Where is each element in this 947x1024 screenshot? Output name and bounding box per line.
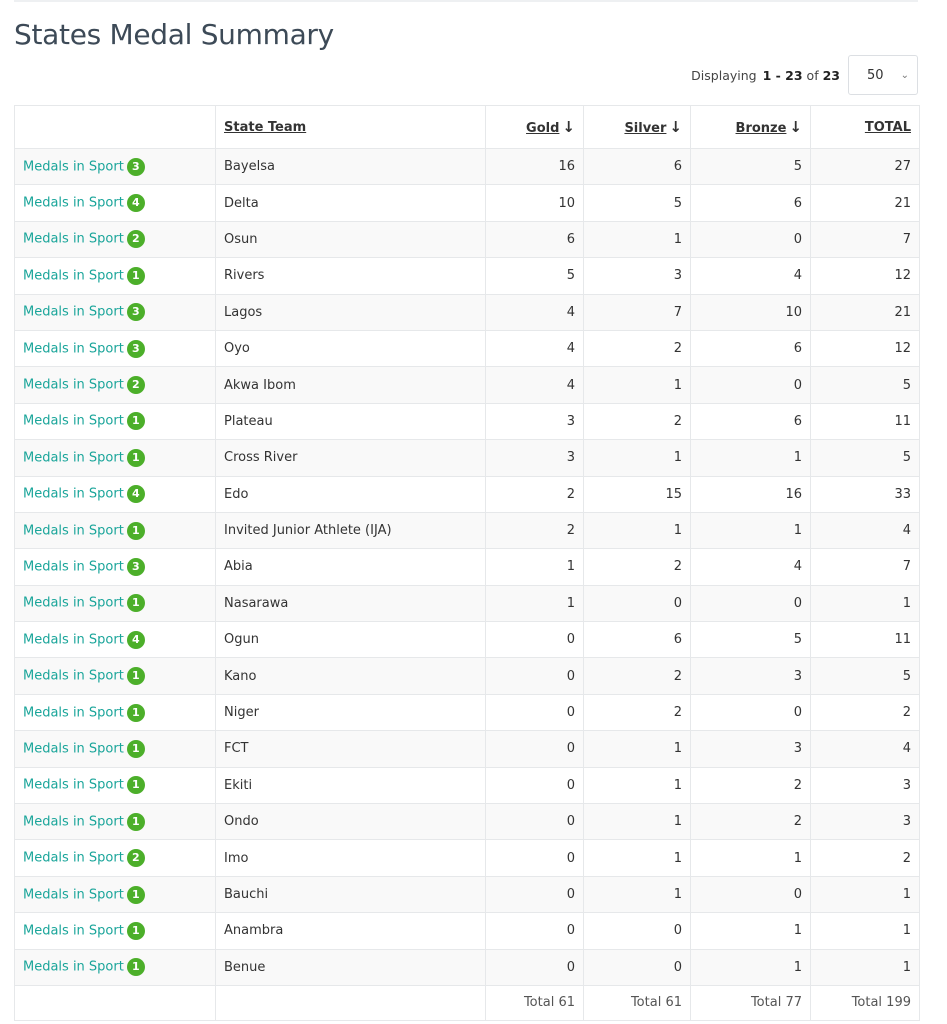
medals-in-sport-link[interactable]: Medals in Sport [23, 377, 124, 393]
sport-count-badge: 1 [127, 667, 145, 685]
gold-cell: 0 [486, 767, 584, 803]
state-team-cell: Ogun [216, 622, 486, 658]
gold-cell: 0 [486, 622, 584, 658]
state-team-cell: Akwa Ibom [216, 367, 486, 403]
table-row [15, 294, 920, 330]
silver-cell: 2 [584, 330, 691, 366]
medals-in-sport-link[interactable]: Medals in Sport [23, 777, 124, 793]
silver-cell: 0 [584, 949, 691, 985]
gold-cell: 4 [486, 367, 584, 403]
silver-cell: 2 [584, 658, 691, 694]
state-team-cell: Cross River [216, 440, 486, 476]
bronze-cell: 3 [691, 731, 811, 767]
sport-count-badge: 1 [127, 886, 145, 904]
medals-in-sport-link[interactable]: Medals in Sport [23, 231, 124, 247]
total-cell: 5 [811, 440, 920, 476]
medals-in-sport-link[interactable]: Medals in Sport [23, 632, 124, 648]
header-bronze[interactable]: Bronze [735, 121, 787, 136]
medals-in-sport-link[interactable]: Medals in Sport [23, 850, 124, 866]
medals-in-sport-cell [15, 913, 216, 949]
medals-in-sport-cell [15, 149, 216, 185]
silver-cell: 1 [584, 876, 691, 912]
medals-in-sport-cell [15, 330, 216, 366]
total-cell: 2 [811, 694, 920, 730]
gold-cell: 0 [486, 804, 584, 840]
sport-count-badge: 1 [127, 412, 145, 430]
pagination-of: of [806, 67, 819, 83]
chevron-down-icon: ⌄ [900, 69, 909, 81]
sport-count-badge: 1 [127, 813, 145, 831]
bronze-cell: 0 [691, 694, 811, 730]
sport-count-badge: 2 [127, 849, 145, 867]
sport-count-badge: 3 [127, 303, 145, 321]
medals-in-sport-link[interactable]: Medals in Sport [23, 668, 124, 684]
per-page-value: 50 [867, 67, 884, 83]
sport-count-badge: 1 [127, 594, 145, 612]
bronze-cell: 0 [691, 367, 811, 403]
medals-in-sport-cell [15, 949, 216, 985]
table-row [15, 440, 920, 476]
total-cell: 1 [811, 913, 920, 949]
medals-in-sport-cell [15, 221, 216, 257]
medals-in-sport-link[interactable]: Medals in Sport [23, 741, 124, 757]
totals-blank [216, 985, 486, 1020]
table-row [15, 549, 920, 585]
medals-in-sport-cell [15, 804, 216, 840]
silver-cell: 15 [584, 476, 691, 512]
sport-count-badge: 1 [127, 522, 145, 540]
state-team-cell: Imo [216, 840, 486, 876]
sport-count-badge: 1 [127, 776, 145, 794]
state-team-cell: Edo [216, 476, 486, 512]
table-row [15, 149, 920, 185]
state-team-cell: Ekiti [216, 767, 486, 803]
table-row [15, 694, 920, 730]
silver-cell: 1 [584, 512, 691, 548]
medals-in-sport-cell [15, 403, 216, 439]
bronze-cell: 5 [691, 149, 811, 185]
medals-in-sport-link[interactable]: Medals in Sport [23, 341, 124, 357]
total-cell: 21 [811, 185, 920, 221]
gold-cell: 4 [486, 294, 584, 330]
bronze-cell: 1 [691, 949, 811, 985]
medals-in-sport-cell [15, 440, 216, 476]
medals-in-sport-cell [15, 258, 216, 294]
bronze-cell: 1 [691, 512, 811, 548]
table-row [15, 221, 920, 257]
total-cell: 1 [811, 949, 920, 985]
state-team-cell: Delta [216, 185, 486, 221]
sport-count-badge: 1 [127, 449, 145, 467]
sport-count-badge: 2 [127, 376, 145, 394]
bronze-cell: 2 [691, 767, 811, 803]
total-cell: 1 [811, 876, 920, 912]
gold-cell: 0 [486, 658, 584, 694]
state-team-cell: Lagos [216, 294, 486, 330]
pagination-total: 23 [822, 67, 840, 83]
table-row [15, 185, 920, 221]
state-team-cell: Rivers [216, 258, 486, 294]
state-team-cell: FCT [216, 731, 486, 767]
sport-count-badge: 2 [127, 230, 145, 248]
total-cell: 7 [811, 221, 920, 257]
table-row [15, 512, 920, 548]
total-cell: 4 [811, 512, 920, 548]
table-row [15, 622, 920, 658]
state-team-cell: Kano [216, 658, 486, 694]
silver-cell: 1 [584, 804, 691, 840]
medals-in-sport-link[interactable]: Medals in Sport [23, 959, 124, 975]
table-row [15, 767, 920, 803]
silver-cell: 5 [584, 185, 691, 221]
state-team-cell: Benue [216, 949, 486, 985]
table-row [15, 913, 920, 949]
medals-in-sport-cell [15, 731, 216, 767]
sport-count-badge: 3 [127, 558, 145, 576]
sport-count-badge: 4 [127, 485, 145, 503]
silver-cell: 2 [584, 549, 691, 585]
header-gold[interactable]: Gold [526, 121, 560, 136]
gold-cell: 10 [486, 185, 584, 221]
gold-cell: 1 [486, 585, 584, 621]
sport-count-badge: 1 [127, 267, 145, 285]
bronze-cell: 1 [691, 840, 811, 876]
table-row [15, 949, 920, 985]
state-team-cell: Abia [216, 549, 486, 585]
bronze-cell: 4 [691, 549, 811, 585]
gold-cell: 0 [486, 694, 584, 730]
total-cell: 11 [811, 622, 920, 658]
medals-in-sport-cell [15, 549, 216, 585]
medals-in-sport-cell [15, 767, 216, 803]
medals-in-sport-cell [15, 585, 216, 621]
top-divider [14, 0, 918, 2]
medals-in-sport-cell [15, 476, 216, 512]
silver-cell: 3 [584, 258, 691, 294]
medals-in-sport-link[interactable]: Medals in Sport [23, 705, 124, 721]
header-state-team[interactable]: State Team [224, 119, 307, 135]
medals-in-sport-cell [15, 876, 216, 912]
silver-cell: 1 [584, 367, 691, 403]
medals-in-sport-cell [15, 294, 216, 330]
silver-cell: 7 [584, 294, 691, 330]
medals-in-sport-link[interactable]: Medals in Sport [23, 450, 124, 466]
pagination-range: 1 - 23 [762, 67, 803, 83]
table-row [15, 403, 920, 439]
table-row [15, 804, 920, 840]
medals-in-sport-link[interactable]: Medals in Sport [23, 268, 124, 284]
total-cell: 4 [811, 731, 920, 767]
total-cell: 12 [811, 330, 920, 366]
state-team-cell: Oyo [216, 330, 486, 366]
silver-cell: 1 [584, 840, 691, 876]
state-team-cell: Bayelsa [216, 149, 486, 185]
gold-cell: 6 [486, 221, 584, 257]
total-cell: 3 [811, 804, 920, 840]
table-row [15, 367, 920, 403]
totals-blank [15, 985, 216, 1020]
bronze-cell: 16 [691, 476, 811, 512]
medals-in-sport-link[interactable]: Medals in Sport [23, 413, 124, 429]
total-bronze: Total 77 [691, 985, 811, 1020]
medals-in-sport-cell [15, 185, 216, 221]
total-gold: Total 61 [486, 985, 584, 1020]
table-row [15, 731, 920, 767]
medals-in-sport-cell [15, 622, 216, 658]
pagination-prefix: Displaying [691, 67, 757, 83]
header-blank [15, 106, 216, 149]
medals-in-sport-cell [15, 512, 216, 548]
total-cell: 7 [811, 549, 920, 585]
total-overall: Total 199 [811, 985, 920, 1020]
medal-table [14, 105, 920, 1021]
medals-in-sport-cell [15, 367, 216, 403]
medals-in-sport-cell [15, 694, 216, 730]
bronze-cell: 6 [691, 330, 811, 366]
bronze-cell: 1 [691, 440, 811, 476]
silver-cell: 0 [584, 585, 691, 621]
gold-cell: 0 [486, 913, 584, 949]
sport-count-badge: 4 [127, 194, 145, 212]
bronze-cell: 0 [691, 585, 811, 621]
table-header-row [15, 106, 920, 149]
table-row [15, 330, 920, 366]
state-team-cell: Niger [216, 694, 486, 730]
medals-in-sport-link[interactable]: Medals in Sport [23, 195, 124, 211]
gold-cell: 0 [486, 731, 584, 767]
gold-cell: 5 [486, 258, 584, 294]
state-team-cell: Invited Junior Athlete (IJA) [216, 512, 486, 548]
bronze-cell: 3 [691, 658, 811, 694]
bronze-cell: 2 [691, 804, 811, 840]
sport-count-badge: 1 [127, 958, 145, 976]
header-silver[interactable]: Silver [624, 121, 667, 136]
medals-in-sport-link[interactable]: Medals in Sport [23, 814, 124, 830]
medals-in-sport-link[interactable]: Medals in Sport [23, 923, 124, 939]
header-total[interactable]: TOTAL [864, 119, 911, 135]
table-row [15, 876, 920, 912]
sport-count-badge: 3 [127, 340, 145, 358]
silver-cell: 6 [584, 149, 691, 185]
silver-cell: 1 [584, 767, 691, 803]
total-cell: 5 [811, 658, 920, 694]
medals-in-sport-link[interactable]: Medals in Sport [23, 887, 124, 902]
page-title: States Medal Summary [14, 18, 334, 51]
total-cell: 21 [811, 294, 920, 330]
table-row [15, 658, 920, 694]
gold-cell: 16 [486, 149, 584, 185]
state-team-cell: Bauchi [216, 876, 486, 912]
pagination-info [691, 55, 918, 95]
sport-count-badge: 3 [127, 158, 145, 176]
arrow-down-icon: ↓ [562, 118, 575, 136]
table-row [15, 585, 920, 621]
bronze-cell: 1 [691, 913, 811, 949]
gold-cell: 4 [486, 330, 584, 366]
gold-cell: 1 [486, 549, 584, 585]
silver-cell: 1 [584, 440, 691, 476]
table-row [15, 258, 920, 294]
gold-cell: 0 [486, 949, 584, 985]
silver-cell: 1 [584, 731, 691, 767]
total-cell: 5 [811, 367, 920, 403]
medals-in-sport-link[interactable]: Medals in Sport [23, 595, 124, 611]
bronze-cell: 4 [691, 258, 811, 294]
silver-cell: 2 [584, 403, 691, 439]
state-team-cell: Ondo [216, 804, 486, 840]
per-page-select[interactable] [848, 55, 918, 95]
total-cell: 27 [811, 149, 920, 185]
sport-count-badge: 1 [127, 922, 145, 940]
state-team-cell: Nasarawa [216, 585, 486, 621]
bronze-cell: 0 [691, 876, 811, 912]
medals-in-sport-link[interactable]: Medals in Sport [23, 304, 124, 320]
medals-in-sport-link[interactable]: Medals in Sport [23, 486, 124, 502]
silver-cell: 6 [584, 622, 691, 658]
bronze-cell: 5 [691, 622, 811, 658]
silver-cell: 1 [584, 221, 691, 257]
gold-cell: 3 [486, 440, 584, 476]
total-cell: 3 [811, 767, 920, 803]
sport-count-badge: 1 [127, 740, 145, 758]
bronze-cell: 0 [691, 221, 811, 257]
sport-count-badge: 4 [127, 631, 145, 649]
total-cell: 12 [811, 258, 920, 294]
total-cell: 33 [811, 476, 920, 512]
total-cell: 11 [811, 403, 920, 439]
silver-cell: 2 [584, 694, 691, 730]
bronze-cell: 6 [691, 403, 811, 439]
gold-cell: 0 [486, 840, 584, 876]
total-cell: 2 [811, 840, 920, 876]
silver-cell: 0 [584, 913, 691, 949]
state-team-cell: Plateau [216, 403, 486, 439]
medals-in-sport-link[interactable]: Medals in Sport [23, 159, 124, 175]
gold-cell: 3 [486, 403, 584, 439]
state-team-cell: Osun [216, 221, 486, 257]
gold-cell: 2 [486, 476, 584, 512]
medals-in-sport-cell [15, 840, 216, 876]
medals-in-sport-cell [15, 658, 216, 694]
bronze-cell: 10 [691, 294, 811, 330]
total-silver: Total 61 [584, 985, 691, 1020]
bronze-cell: 6 [691, 185, 811, 221]
medals-in-sport-link[interactable]: Medals in Sport [23, 559, 124, 575]
total-cell: 1 [811, 585, 920, 621]
totals-row [15, 985, 920, 1020]
sport-count-badge: 1 [127, 704, 145, 722]
table-row [15, 840, 920, 876]
gold-cell: 2 [486, 512, 584, 548]
table-row [15, 476, 920, 512]
arrow-down-icon: ↓ [669, 118, 682, 136]
medals-in-sport-link[interactable]: Medals in Sport [23, 523, 124, 539]
state-team-cell: Anambra [216, 913, 486, 949]
gold-cell: 0 [486, 876, 584, 912]
arrow-down-icon: ↓ [789, 118, 802, 136]
